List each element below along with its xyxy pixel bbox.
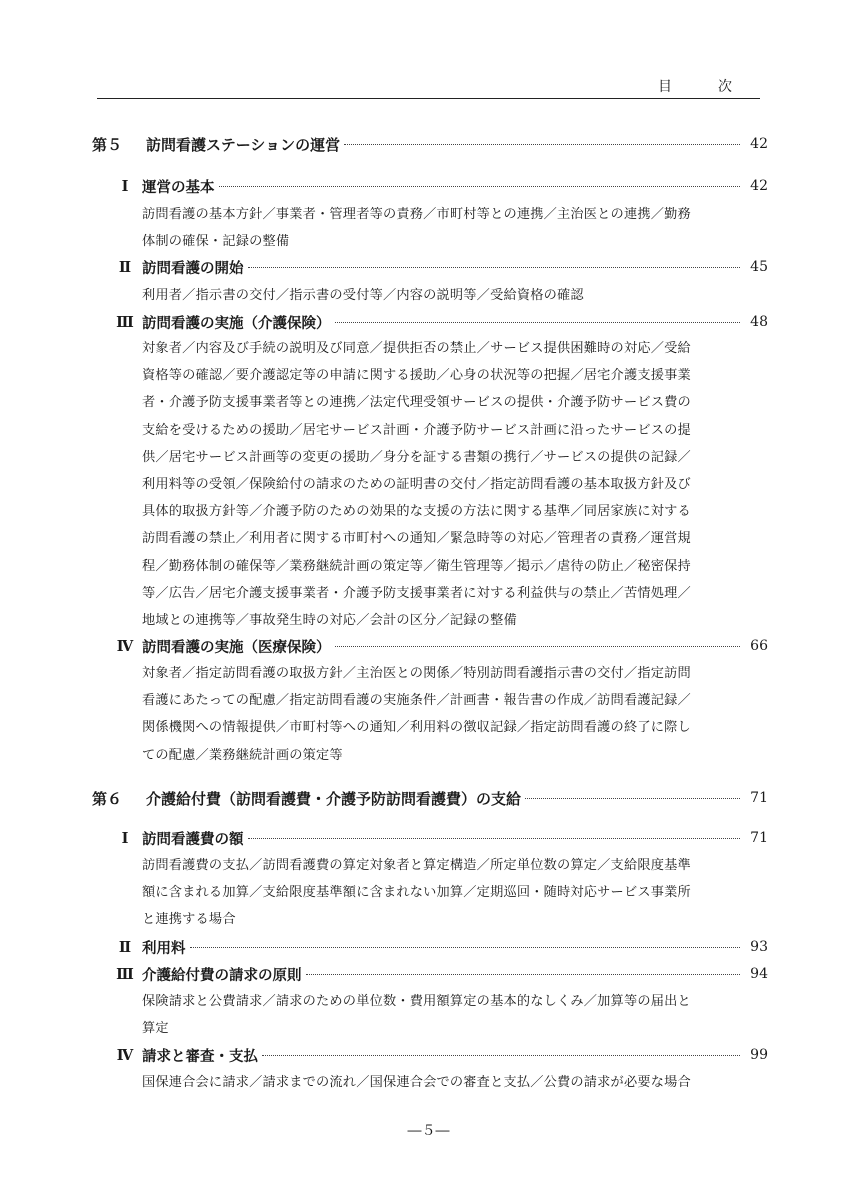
description-line: 訪問看護の禁止／利用者に関する市町村への通知／緊急時等の対応／管理者の責務／運営規: [142, 531, 691, 547]
description-line: 利用者／指示書の交付／指示書の受付等／内容の説明等／受給資格の確認: [142, 288, 584, 303]
section-description: [142, 201, 742, 255]
section-number: Ⅲ: [116, 313, 134, 331]
section-title: 訪問看護の実施（医療保険）: [142, 639, 331, 656]
dot-leader: [248, 838, 741, 839]
description-line: 額に含まれる加算／支給限度基準額に含まれない加算／定期巡回・随時対応サービス事業所: [142, 885, 691, 901]
section-description: [142, 282, 742, 309]
description-line: 資格等の確認／要介護認定等の申請に関する援助／心身の状況等の把握／居宅介護支援事業: [142, 368, 691, 384]
section-description: [142, 852, 742, 934]
page-number: 45: [750, 259, 768, 275]
section-number: Ⅰ: [121, 829, 129, 847]
section-number: Ⅲ: [116, 965, 134, 983]
footer-page-number: ―５―: [407, 1123, 450, 1139]
section-description: [142, 988, 742, 1042]
section-title: 介護給付費の請求の原則: [142, 967, 302, 984]
description-line: 体制の確保・記録の整備: [142, 234, 290, 250]
section-heading[interactable]: [108, 961, 768, 987]
section-number: Ⅱ: [118, 938, 132, 956]
page-footer: [0, 1120, 857, 1140]
description-line: 程／勤務体制の確保等／業務継続計画の策定等／衛生管理等／掲示／虐待の防止／秘密保持: [142, 558, 691, 574]
dot-leader: [306, 974, 741, 975]
page-number: 99: [750, 1047, 768, 1063]
section-title: 訪問看護の実施（介護保険）: [142, 315, 331, 332]
section-title: 請求と審査・支払: [142, 1048, 258, 1065]
dot-leader: [219, 186, 741, 187]
section-heading[interactable]: [108, 633, 768, 659]
description-line: 支給を受けるための援助／居宅サービス計画・介護予防サービス計画に沿ったサービスの提: [142, 422, 691, 438]
chapter-title: 訪問看護ステーションの運営: [146, 135, 341, 154]
chapter-heading[interactable]: [92, 785, 768, 811]
page-number: 71: [750, 830, 768, 846]
section-title: 訪問看護の開始: [142, 260, 244, 277]
chapter-number: 第５: [92, 135, 123, 154]
description-line: 地域との連携等／事故発生時の対応／会計の区分／記録の整備: [142, 613, 517, 629]
section-description: [142, 660, 742, 769]
description-line: 保険請求と公費請求／請求のための単位数・費用額算定の基本的なしくみ／加算等の届出と: [142, 994, 691, 1009]
page-number: 42: [750, 136, 768, 152]
chapter-number: 第６: [92, 789, 123, 808]
dot-leader: [190, 947, 741, 948]
description-line: 等／広告／居宅介護支援事業者・介護予防支援事業者に対する利益供与の禁止／苦情処理／: [142, 585, 691, 601]
section-description: [142, 1069, 742, 1096]
section-description: [142, 335, 742, 634]
description-line: 算定: [142, 1021, 169, 1037]
section-number: Ⅳ: [116, 1046, 134, 1064]
page-header: [97, 74, 760, 99]
description-line: 利用料等の受領／保険給付の請求のための証明書の交付／指定訪問看護の基本取扱方針及び: [142, 477, 691, 493]
page-number: 66: [750, 638, 768, 654]
description-line: ての配慮／業務継続計画の策定等: [142, 747, 343, 763]
description-line: 訪問看護の基本方針／事業者・管理者等の責務／市町村等との連携／主治医との連携／勤務: [142, 207, 691, 222]
page-number: 94: [750, 966, 768, 982]
description-line: 訪問看護費の支払／訪問看護費の算定対象者と算定構造／所定単位数の算定／支給限度基準: [142, 858, 691, 873]
chapter-title: 介護給付費（訪問看護費・介護予防訪問看護費）の支給: [146, 789, 522, 808]
page-number: 48: [750, 314, 768, 330]
section-title: 利用料: [142, 940, 186, 957]
section-title: 訪問看護費の額: [142, 831, 244, 848]
section-heading[interactable]: [108, 309, 768, 335]
section-heading[interactable]: [108, 254, 768, 280]
dot-leader: [344, 144, 740, 145]
page-number: 93: [750, 939, 768, 955]
page-number: 42: [750, 178, 768, 194]
section-number: Ⅳ: [116, 637, 134, 655]
dot-leader: [335, 322, 741, 323]
description-line: 対象者／指定訪問看護の取扱方針／主治医との関係／特別訪問看護指示書の交付／指定訪問: [142, 666, 691, 681]
description-line: 国保連合会に請求／請求までの流れ／国保連合会での審査と支払／公費の請求が必要な場合: [142, 1075, 691, 1090]
description-line: 対象者／内容及び手続の説明及び同意／提供拒否の禁止／サービス提供困難時の対応／受給: [142, 341, 691, 356]
description-line: 供／居宅サービス計画等の変更の援助／身分を証する書類の携行／サービスの提供の記録／: [142, 449, 691, 465]
page-number: 71: [750, 790, 768, 806]
chapter-heading[interactable]: [92, 131, 768, 157]
description-line: 具体的取扱方針等／介護予防のための効果的な支援の方法に関する基準／同居家族に対する: [142, 504, 691, 520]
description-line: 者・介護予防支援事業者等との連携／法定代理受領サービスの提供・介護予防サービス費の: [142, 395, 691, 411]
section-heading[interactable]: [108, 173, 768, 199]
section-number: Ⅰ: [121, 177, 129, 195]
description-line: 関係機関への情報提供／市町村等への通知／利用料の徴収記録／指定訪問看護の終了に際し: [142, 720, 691, 736]
section-title: 運営の基本: [142, 179, 215, 196]
section-heading[interactable]: [108, 825, 768, 851]
dot-leader: [262, 1055, 740, 1056]
dot-leader: [525, 798, 740, 799]
dot-leader: [248, 267, 741, 268]
section-heading[interactable]: [108, 934, 768, 960]
description-line: 看護にあたっての配慮／指定訪問看護の実施条件／計画書・報告書の作成／訪問看護記録／: [142, 693, 691, 709]
dot-leader: [335, 646, 741, 647]
description-line: と連携する場合: [142, 912, 236, 928]
header-title: 目 次: [658, 79, 748, 95]
section-number: Ⅱ: [118, 258, 132, 276]
section-heading[interactable]: [108, 1042, 768, 1068]
